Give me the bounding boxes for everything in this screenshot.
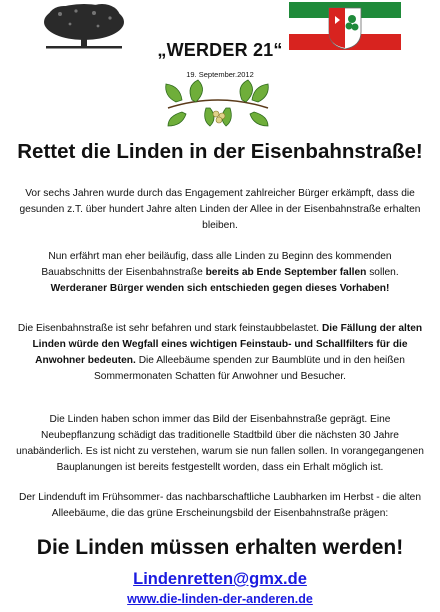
paragraph-cityscape: Die Linden haben schon immer das Bild der Eisenbahnstraße geprägt. Eine Neubepflanzung schädigt das traditionelle Stadtbild über die nächsten 30 Jahre unabänderlich. Es ist nicht zu verstehen, warum sie nun fallen sollen. In vorangegangenen Bauplanungen ist bereits festgestellt worden, dass ein Erhalt möglich ist. [16, 414, 424, 473]
pollution-text-end: Die Alleebäume spenden zur Baumblüte und in den heißen Sommermonaten Schatten für Anwohner und Besucher. [93, 355, 405, 382]
linden-leaves-icon [158, 78, 278, 128]
slogan: Die Linden müssen erhalten werden! [36, 536, 404, 559]
website-link[interactable]: www.die-linden-der-anderen.de [127, 592, 313, 606]
announcement-date-emphasis: bereits ab Ende September fallen [205, 267, 367, 278]
paragraph-pollution [16, 321, 424, 385]
paragraph-announcement [16, 249, 424, 297]
page-title: „WERDER 21“ [157, 40, 283, 60]
pollution-text: Die Eisenbahnstraße ist sehr befahren und stark feinstaubbelastet. [17, 323, 322, 334]
announcement-text: Nun erfährt man eher beiläufig, dass alle Linden zu Beginn des kommenden Bauabschnitts der Eisenbahnstraße [41, 251, 392, 278]
pollution-emphasis: Die Fällung der alten Linden würde den Wegfall eines wichtigen Feinstaub- und Schallfilters für die Anwohner bedeuten. [32, 323, 423, 366]
paragraph-scent: Der Lindenduft im Frühsommer- das nachbarschaftliche Laubharken im Herbst - die alten Alleebäume, die das grüne Erscheinungsbild der Eisenbahnstraße prägen: [18, 492, 422, 519]
announcement-protest: Werderaner Bürger wenden sich entschieden gegen dieses Vorhaben! [50, 283, 390, 294]
main-headline: Rettet die Linden in der Eisenbahnstraße! [17, 140, 423, 163]
date-line: 19. September.2012 [186, 70, 254, 79]
paragraph-history: Vor sechs Jahren wurde durch das Engagement zahlreicher Bürger erkämpft, dass die gesunden z.T. über hundert Jahre alten Linden der Allee in der Eisenbahnstraße erhalten bleiben. [19, 188, 421, 231]
announcement-text-end: sollen. [366, 267, 399, 278]
contact-email-link[interactable]: Lindenretten@gmx.de [133, 570, 307, 588]
